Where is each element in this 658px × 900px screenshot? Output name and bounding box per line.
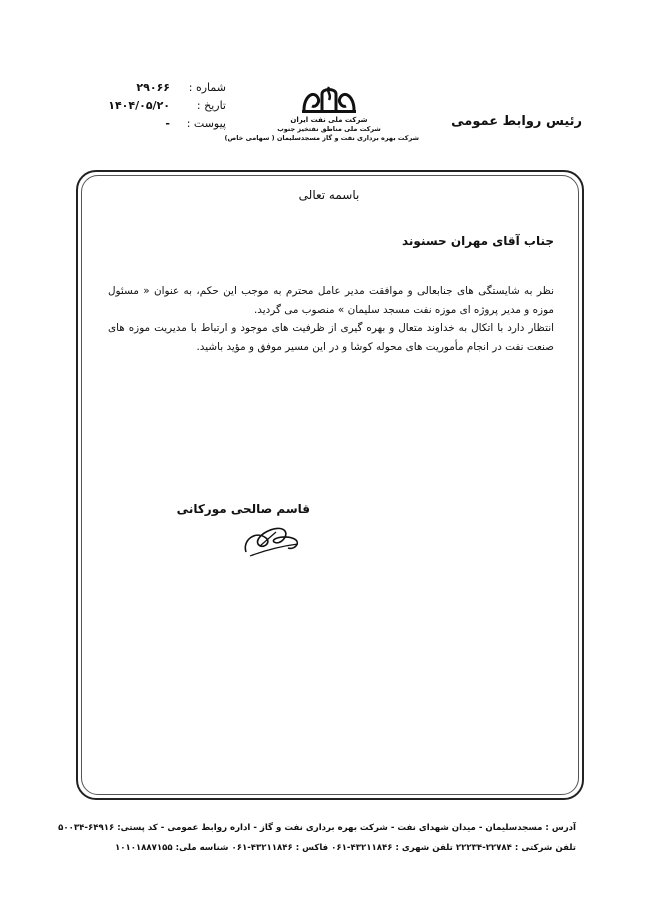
attachment-label: پیوست : xyxy=(186,116,226,130)
letter-footer xyxy=(58,818,576,858)
paragraph-2: انتظار دارد با اتکال به خداوند متعال و بهره گیری از ظرفیت های موجود و ارتباط با مدیریت موزه های صنعت نفت در انجام مأموریت های محوله کوشا و در این مسیر موفق و مؤید باشید. xyxy=(108,322,554,353)
paragraph-1: نظر به شایستگی های جنابعالی و موافقت مدیر عامل محترم به موجب این حکم، به عنوان « مسئول موزه و مدیر پروژه ای موزه نفت مسجد سلیمان » منصوب می گردید. xyxy=(108,285,554,316)
invocation: باسمه تعالی xyxy=(298,188,360,202)
meta-attachment-row xyxy=(96,114,226,132)
date-label: تاریخ : xyxy=(196,98,226,112)
company-header xyxy=(224,84,419,143)
meta-number-row xyxy=(96,78,226,96)
letter-meta xyxy=(96,78,226,132)
number-label: شماره : xyxy=(188,80,226,94)
company-sub1: شرکت ملی مناطق نفتخیز جنوب xyxy=(277,125,381,133)
attachment-value: - xyxy=(165,116,170,130)
nioc-logo-icon xyxy=(300,84,358,114)
footer-address: آدرس : مسجدسلیمان - میدان شهدای نفت - شرکت بهره برداری نفت و گاز - اداره روابط عمومی - کد پستی: ۶۴۹۱۶-۵۰۰۳۴ xyxy=(58,823,576,833)
date-value: ۱۴۰۴/۰۵/۲۰ xyxy=(108,98,170,112)
number-value: ۲۹۰۶۶ xyxy=(136,80,170,94)
letter-frame xyxy=(76,170,584,800)
recipient: جناب آقای مهران حسنوند xyxy=(401,234,554,248)
signer-name: قاسم صالحی مورکانی xyxy=(176,502,310,516)
signature-icon xyxy=(236,516,306,560)
company-main: شرکت ملی نفت ایران xyxy=(290,116,368,124)
footer-phones: تلفن شرکتی : ۲۲۷۸۴-۲۲۲۳۴ تلفن شهری : ۴۳۲۱۱۸۴۶-۰۶۱ فاکس : ۴۳۲۱۱۸۴۶-۰۶۱ شناسه ملی: ۱۰۱۰۱۸۸۷۱۵۵ xyxy=(114,843,576,853)
letter-body xyxy=(108,282,554,356)
meta-date-row xyxy=(96,96,226,114)
sender-title: رئیس روابط عمومی xyxy=(451,114,582,129)
company-sub2: شرکت بهره برداری نفت و گاز مسجدسلیمان ( سهامی خاص) xyxy=(224,134,419,142)
